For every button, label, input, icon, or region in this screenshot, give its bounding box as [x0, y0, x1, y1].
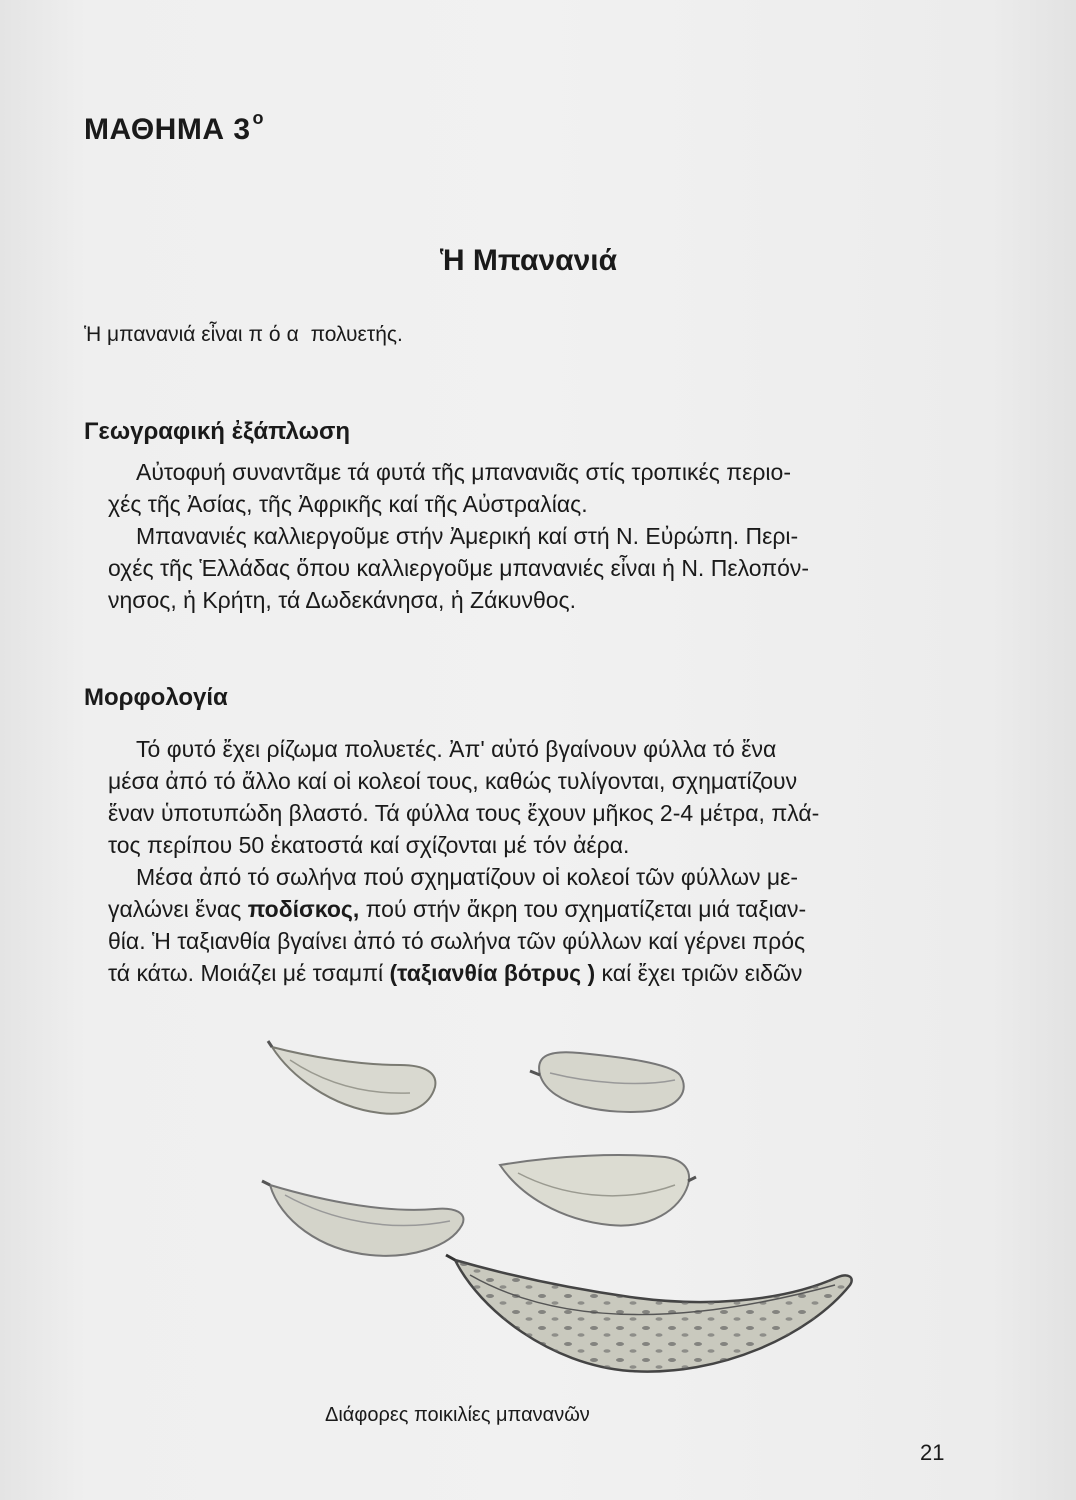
geography-paragraph: [108, 456, 930, 616]
banana-medium-middle-right: [500, 1155, 696, 1225]
bold-term-podiskos: ποδίσκος,: [247, 896, 360, 922]
bold-term-taxianthia: (ταξιανθία βότρυς ): [389, 960, 596, 986]
text-fragment: τά κάτω. Μοιάζει μέ τσαμπί: [108, 960, 390, 986]
text-line: τος περίπου 50 ἑκατοστά καί σχίζονται μέ τόν ἀέρα.: [108, 832, 630, 858]
intro-text-before: Ἡ μπανανιά εἶναι: [84, 323, 249, 346]
text-fragment: πού στήν ἄκρη του σχηματίζεται μιά ταξιαν-: [359, 896, 807, 922]
text-line: οχές τῆς Ἑλλάδας ὅπου καλλιεργοῦμε μπανανιές εἶναι ἡ Ν. Πελοπόν-: [108, 555, 810, 581]
banana-large-spotted: [446, 1255, 852, 1372]
intro-spaced-word: πόα: [248, 323, 305, 346]
text-line: [108, 893, 930, 925]
section-title-geography: Γεωγραφική ἐξάπλωση: [84, 418, 351, 445]
lesson-title-superscript: ο: [252, 108, 265, 128]
text-line: μέσα ἀπό τό ἄλλο καί οἱ κολεοί τους, καθώς τυλίγονται, σχηματίζουν: [108, 768, 798, 794]
text-line: ἕναν ὑποτυπώδη βλαστό. Τά φύλλα τους ἔχουν μῆκος 2-4 μέτρα, πλά-: [108, 800, 820, 826]
intro-text-after: πολυετής.: [304, 323, 403, 346]
text-fragment: καί ἔχει τριῶν ειδῶν: [595, 960, 803, 986]
lesson-title-text: ΜΑΘΗΜΑ 3: [84, 113, 251, 146]
text-line: Αὐτοφυή συναντᾶμε τά φυτά τῆς μπανανιᾶς στίς τροπικές περιο-: [136, 459, 791, 485]
figure-caption: Διάφορες ποικιλίες μπανανῶν: [325, 1404, 590, 1426]
lesson-title: [84, 108, 265, 147]
banana-medium-left: [262, 1181, 463, 1256]
morphology-paragraph: [108, 733, 930, 989]
banana-small-top-right: [530, 1052, 684, 1112]
text-line: θία. Ἡ ταξιανθία βγαίνει ἀπό τό σωλήνα τῶν φύλλων καί γέρνει πρός: [108, 928, 806, 954]
banana-small-top-left: [268, 1041, 435, 1114]
text-line: Μπανανιές καλλιεργοῦμε στήν Ἀμερική καί στή Ν. Εὐρώπη. Περι-: [136, 523, 799, 549]
intro-sentence: [84, 323, 403, 347]
page-title: Ἡ Μπανανιά: [440, 244, 618, 277]
text-line: νησος, ἡ Κρήτη, τά Δωδεκάνησα, ἡ Ζάκυνθος.: [108, 587, 576, 613]
section-title-morphology: Μορφολογία: [84, 684, 228, 711]
page-number: 21: [920, 1440, 945, 1465]
text-line: Μέσα ἀπό τό σωλήνα πού σχηματίζουν οἱ κολεοί τῶν φύλλων με-: [136, 864, 799, 890]
text-line: Τό φυτό ἔχει ρίζωμα πολυετές. Ἀπ' αὐτό βγαίνουν φύλλα τό ἕνα: [136, 736, 777, 762]
text-line: [108, 957, 930, 989]
banana-varieties-illustration: [250, 1035, 930, 1390]
text-line: χές τῆς Ἀσίας, τῆς Ἀφρικῆς καί τῆς Αὐστραλίας.: [108, 491, 588, 517]
text-fragment: γαλώνει ἕνας: [108, 896, 248, 922]
